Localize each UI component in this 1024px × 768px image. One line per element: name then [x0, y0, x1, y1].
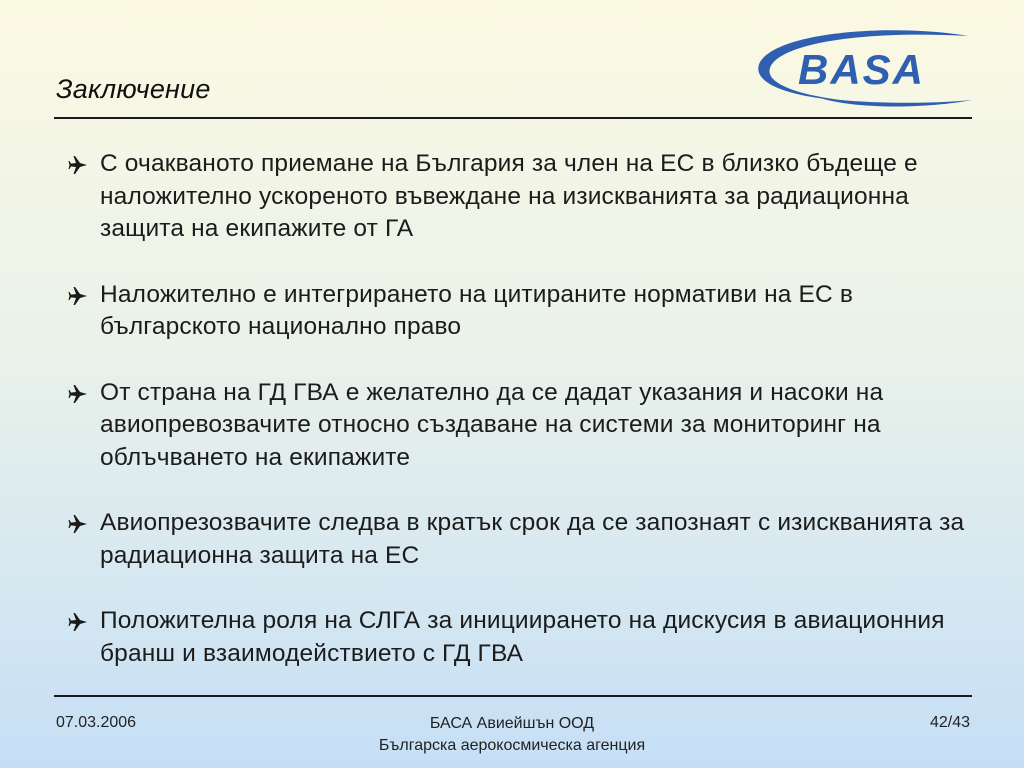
- bullet-item: [66, 605, 976, 670]
- bullet-text: Положителна роля на СЛГА за инициирането на дискусия в авиационния бранш и взаимодействието с ГД ГВА: [100, 607, 945, 667]
- logo-swoosh-tail: [820, 98, 972, 107]
- header-rule: [54, 117, 972, 119]
- page-number: 42/43: [929, 714, 970, 731]
- footer-company-subtitle: Българска аерокосмическа агенция: [378, 737, 646, 754]
- footer-rule: [54, 695, 972, 697]
- footer-company-name: БАСА Авиейшън ООД: [429, 715, 595, 732]
- basa-logo: [750, 24, 976, 112]
- bullet-item: [66, 507, 976, 572]
- bullet-text: От страна на ГД ГВА е желателно да се дадат указания и насоки на авиопревозвачите относно създаване на системи за мониторинг на облъчването на екипажите: [100, 378, 884, 471]
- footer-company: [312, 713, 712, 757]
- airplane-icon: [68, 514, 88, 534]
- footer-date: 07.03.2006: [56, 714, 137, 731]
- airplane-icon: [68, 384, 88, 404]
- bullet-text: С очакваното приемане на България за член на ЕС в близко бъдеще е наложително ускореното въвеждане на изискванията за радиационна защита на екипажите от ГА: [100, 150, 918, 242]
- bullet-item: [66, 148, 976, 246]
- bullet-text: Наложително е интегрирането на цитираните нормативи на ЕС в българското национално право: [100, 280, 854, 340]
- airplane-icon: [68, 612, 88, 632]
- bullet-item: [66, 377, 976, 475]
- airplane-icon: [68, 155, 88, 175]
- airplane-icon: [68, 286, 88, 306]
- slide-title: Заключение: [56, 74, 211, 104]
- bullet-text: Авиопрезозвачите следва в кратък срок да се запознаят с изискванията за радиационна защита на ЕС: [100, 509, 965, 569]
- logo-text: BASA: [798, 46, 926, 93]
- bullet-list: [66, 148, 976, 670]
- bullet-item: [66, 279, 976, 344]
